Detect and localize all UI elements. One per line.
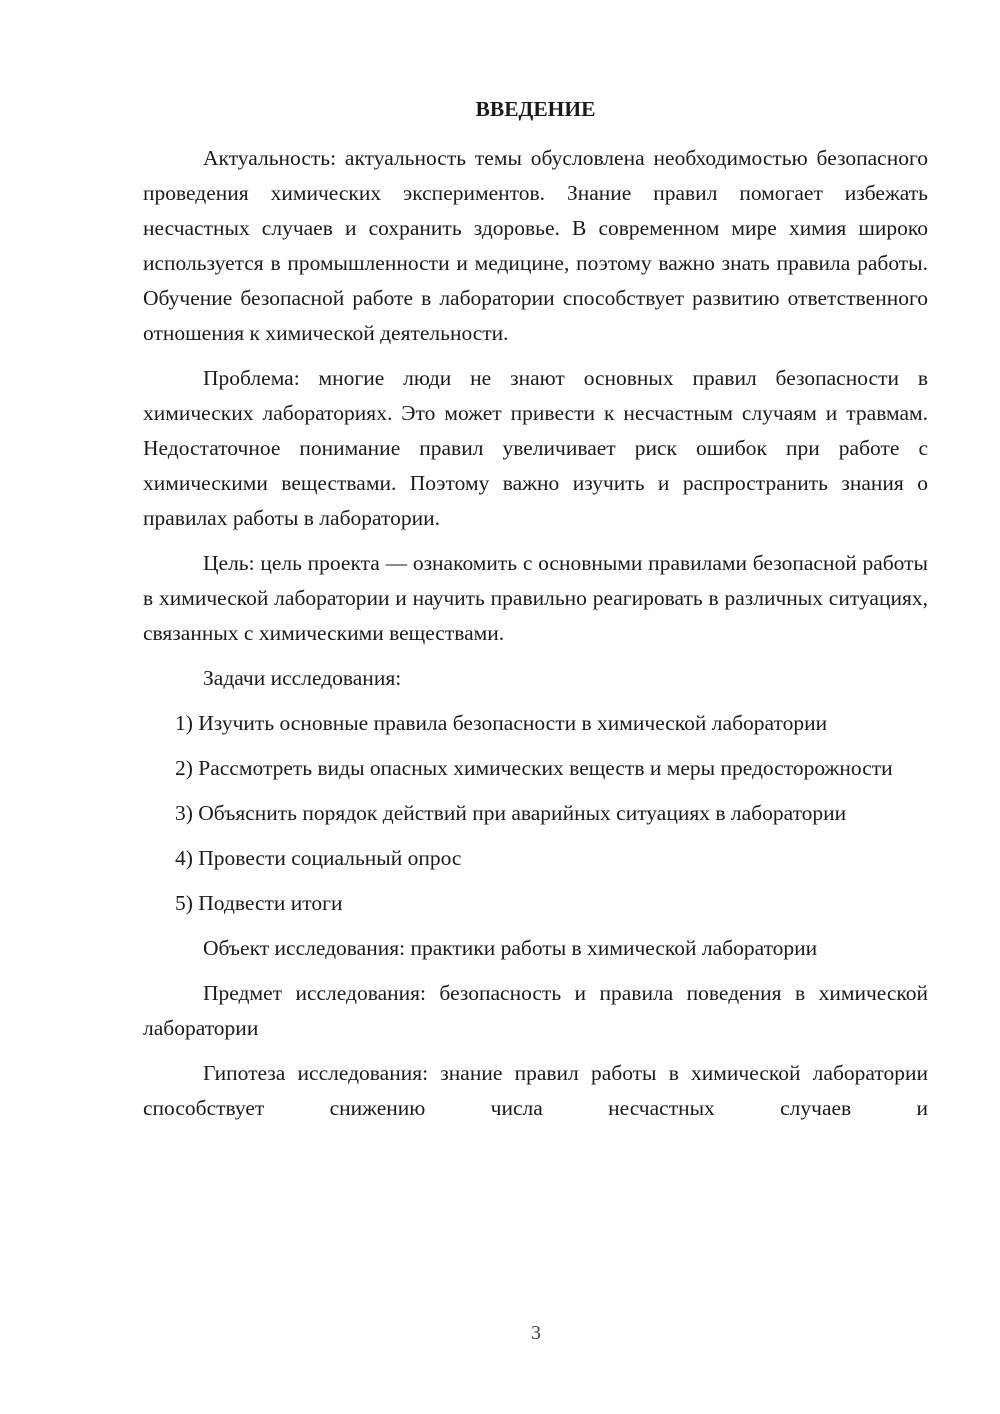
relevance-paragraph: Актуальность: актуальность темы обусловлена необходимостью безопасного проведения химических экспериментов. Знание правил помогает избежать несчастных случаев и сохранить здоровье. В современном мире химия широко используется в промышленности и медицине, поэтому важно знать правила работы. Обучение безопасной работе в лаборатории способствует развитию ответственного отношения к химической деятельности. — [143, 146, 928, 345]
task-item-3: 3) Объяснить порядок действий при аварийных ситуациях в лаборатории — [175, 801, 847, 825]
goal-paragraph: Цель: цель проекта — ознакомить с основными правилами безопасной работы в химической лаборатории и научить правильно реагировать в различных ситуациях, связанных с химическими веществами. — [143, 551, 928, 645]
tasks-heading: Задачи исследования: — [203, 666, 402, 690]
research-subject-paragraph: Предмет исследования: безопасность и правила поведения в химической лаборатории — [143, 981, 928, 1040]
task-item-5: 5) Подвести итоги — [175, 891, 343, 915]
problem-paragraph: Проблема: многие люди не знают основных правил безопасности в химических лабораториях. Это может привести к несчастным случаям и травмам. Недостаточное понимание правил увеличивает риск ошибок при работе с химическими веществами. Поэтому важно изучить и распространить знания о правилах работы в лаборатории. — [143, 366, 928, 530]
document-page — [143, 92, 928, 1136]
task-item-1: 1) Изучить основные правила безопасности в химической лаборатории — [175, 711, 828, 735]
hypothesis-paragraph: Гипотеза исследования: знание правил работы в химической лаборатории способствует снижению числа несчастных случаев и — [143, 1061, 928, 1120]
section-title: ВВЕДЕНИЕ — [475, 97, 596, 121]
research-object-paragraph: Объект исследования: практики работы в химической лаборатории — [203, 936, 818, 960]
page-number: 3 — [531, 1322, 541, 1344]
task-item-4: 4) Провести социальный опрос — [175, 846, 462, 870]
task-item-2: 2) Рассмотреть виды опасных химических веществ и меры предосторожности — [175, 756, 893, 780]
